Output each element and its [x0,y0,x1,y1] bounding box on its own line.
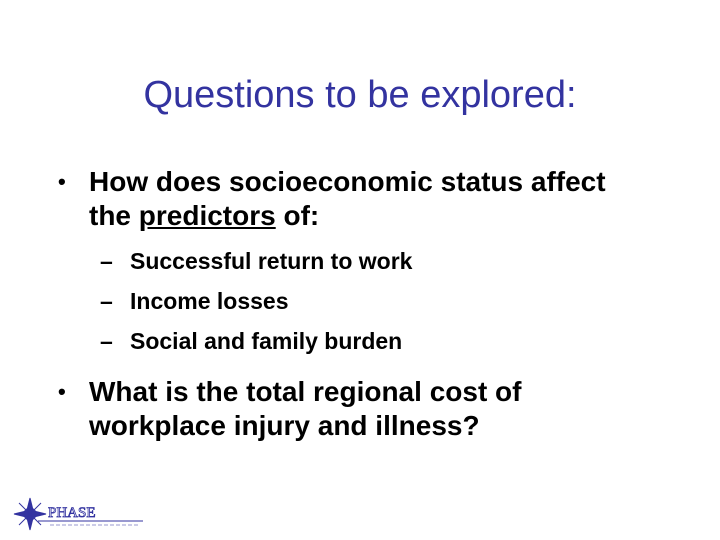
bullet-text: What is the total regional cost of workplace injury and illness? [89,376,522,441]
underlined-word: predictors [138,200,276,231]
sub-bullet-text: Income losses [130,288,289,314]
compass-star-icon [8,496,144,532]
logo-wordmark: PHASE [48,505,96,521]
sub-bullet-text: Successful return to work [130,248,413,274]
bullet-marker: • [58,169,66,194]
sub-bullet-text: Social and family burden [130,328,403,354]
bullet-item [58,375,618,443]
phase-logo [8,496,144,532]
bullet-item [58,165,618,233]
bullet-text-start: How does socioeconomic status affect the [89,166,606,231]
dash-marker: – [100,288,113,314]
dash-marker: – [100,248,113,274]
bullet-text [89,165,618,233]
sub-bullet-item [100,326,402,356]
sub-bullet-item [100,246,412,276]
bullet-marker: • [58,379,66,404]
bullet-text-end: of: [275,200,320,231]
slide-title: Questions to be explored: [143,74,577,116]
dash-marker: – [100,328,113,354]
sub-bullet-item [100,286,289,316]
